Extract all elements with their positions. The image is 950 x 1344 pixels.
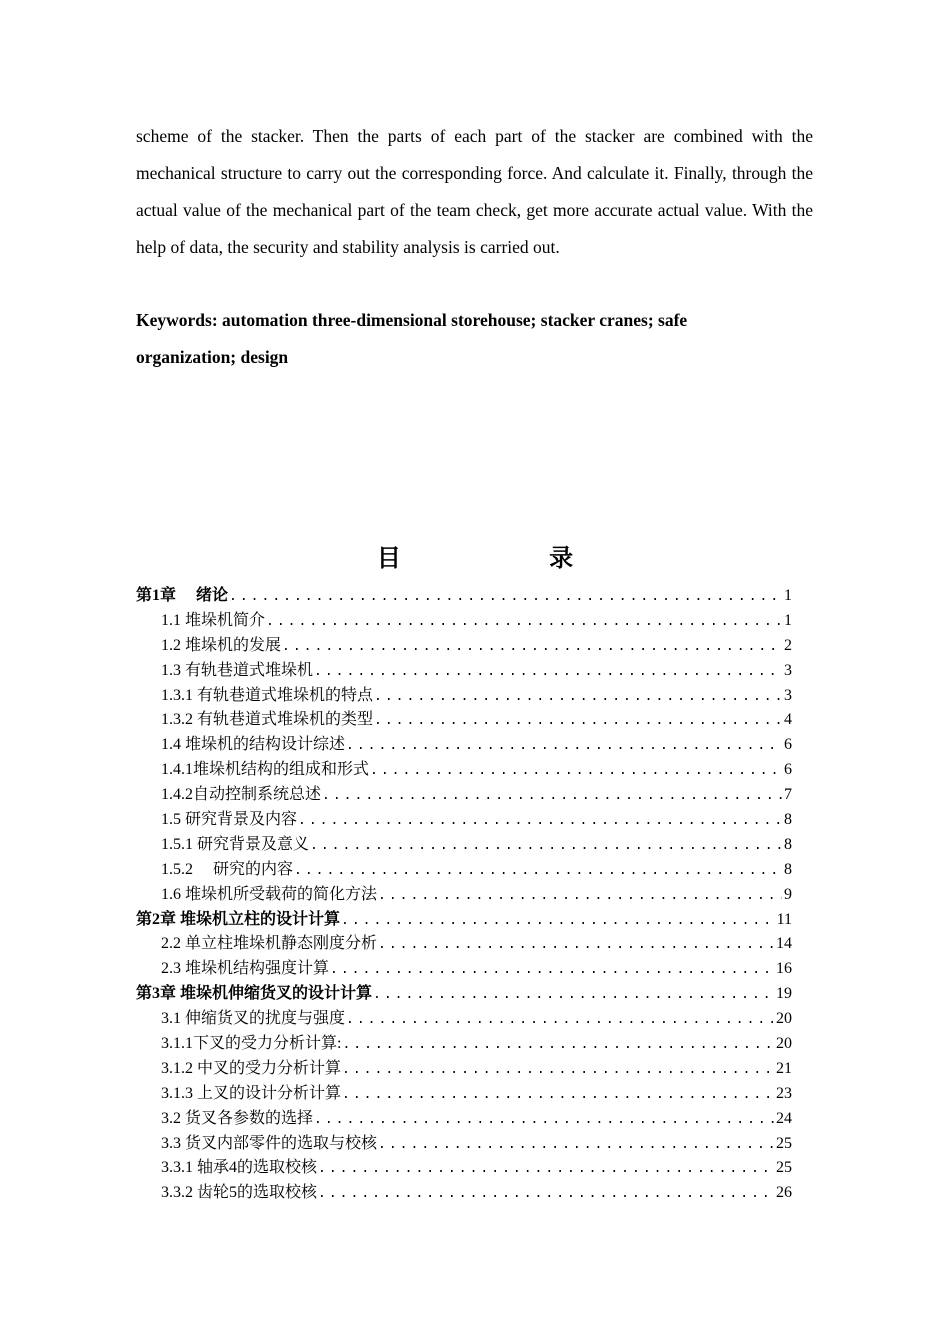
- toc-leader-dots: [374, 709, 782, 734]
- toc-page-number: 2: [784, 636, 792, 654]
- toc-entry-label: 1.3.2 有轨巷道式堆垛机的类型: [161, 711, 374, 729]
- toc-chapter-entry[interactable]: [136, 982, 792, 1007]
- toc-entry-label: 2.2 单立柱堆垛机静态刚度分析: [161, 935, 378, 953]
- toc-section-entry[interactable]: [136, 1181, 792, 1206]
- toc-entry-label: 3.1.1下叉的受力分析计算:: [161, 1035, 342, 1053]
- toc-leader-dots: [342, 1058, 774, 1083]
- toc-entry-label: 1.5 研究背景及内容: [161, 811, 298, 829]
- abstract-line: actual value. With the help of data, the security and stability analysis is carried out.: [136, 200, 814, 257]
- toc-entry-label: 3.1.3 上叉的设计分析计算: [161, 1084, 342, 1102]
- toc-entry-label: 1.4 堆垛机的结构设计综述: [161, 736, 346, 754]
- toc-section-entry[interactable]: [136, 783, 792, 808]
- toc-page-number: 26: [776, 1184, 792, 1202]
- toc-entry-label: 3.3 货叉内部零件的选取与校核: [161, 1134, 378, 1152]
- toc-page-number: 8: [784, 835, 792, 853]
- keywords-paragraph: [136, 302, 813, 376]
- toc-leader-dots: [282, 635, 782, 660]
- toc-entry-label: 3.2 货叉各参数的选择: [161, 1109, 314, 1127]
- toc-leader-dots: [374, 685, 782, 710]
- toc-leader-dots: [342, 1083, 774, 1108]
- toc-leader-dots: [314, 1108, 774, 1133]
- toc-page-number: 1: [784, 611, 792, 629]
- toc-entry-label: 第3章 堆垛机伸缩货叉的设计计算: [136, 985, 373, 1003]
- toc-title: 目 录: [376, 544, 644, 572]
- toc-entry-label: 3.1.2 中叉的受力分析计算: [161, 1059, 342, 1077]
- toc-leader-dots: [378, 884, 782, 909]
- toc-section-entry[interactable]: [136, 1082, 792, 1107]
- toc-page-number: 11: [776, 910, 792, 928]
- toc-section-entry[interactable]: [136, 808, 792, 833]
- toc-leader-dots: [378, 1133, 774, 1158]
- toc-page-number: 24: [776, 1109, 792, 1127]
- toc-entry-label: 3.3.1 轴承4的选取校核: [161, 1159, 318, 1177]
- toc-leader-dots: [318, 1182, 774, 1207]
- toc-section-entry[interactable]: [136, 684, 792, 709]
- toc-leader-dots: [266, 610, 782, 635]
- keywords-line: organization; design: [136, 347, 289, 367]
- toc-page-number: 4: [784, 711, 792, 729]
- toc-page-number: 21: [776, 1059, 792, 1077]
- toc-entry-label: 3.1 伸缩货叉的扰度与强度: [161, 1010, 346, 1028]
- toc-page-number: 6: [784, 736, 792, 754]
- table-of-contents: [136, 584, 792, 1206]
- toc-section-entry[interactable]: [136, 733, 792, 758]
- toc-leader-dots: [370, 759, 782, 784]
- abstract-paragraph: [136, 118, 813, 266]
- toc-section-entry[interactable]: [136, 1132, 792, 1157]
- toc-entry-label: 2.3 堆垛机结构强度计算: [161, 960, 330, 978]
- toc-section-entry[interactable]: [136, 883, 792, 908]
- keywords-line: Keywords: automation three-dimensional storehouse; stacker cranes; safe: [136, 310, 688, 330]
- toc-leader-dots: [378, 933, 774, 958]
- toc-page-number: 20: [776, 1035, 792, 1053]
- toc-page-number: 8: [784, 811, 792, 829]
- toc-entry-label: 1.1 堆垛机简介: [161, 611, 266, 629]
- toc-page-number: 19: [776, 985, 792, 1003]
- toc-leader-dots: [310, 834, 782, 859]
- toc-entry-label: 3.3.2 齿轮5的选取校核: [161, 1184, 318, 1202]
- toc-leader-dots: [314, 660, 782, 685]
- toc-section-entry[interactable]: [136, 833, 792, 858]
- toc-entry-label: 1.4.2自动控制系统总述: [161, 786, 322, 804]
- toc-section-entry[interactable]: [136, 932, 792, 957]
- toc-entry-label: 1.5.2 研究的内容: [161, 860, 294, 878]
- toc-section-entry[interactable]: [136, 1007, 792, 1032]
- toc-page-number: 8: [784, 860, 792, 878]
- toc-section-entry[interactable]: [136, 708, 792, 733]
- toc-leader-dots: [294, 859, 782, 884]
- toc-leader-dots: [318, 1157, 774, 1182]
- toc-chapter-entry[interactable]: [136, 584, 792, 609]
- toc-entry-label: 1.6 堆垛机所受载荷的简化方法: [161, 885, 378, 903]
- toc-leader-dots: [298, 809, 782, 834]
- toc-leader-dots: [373, 983, 774, 1008]
- abstract-line: scheme of the stacker. Then the parts of each part of the stacker are combined with the: [136, 126, 813, 146]
- toc-chapter-entry[interactable]: [136, 908, 792, 933]
- toc-leader-dots: [346, 734, 782, 759]
- toc-page-number: 23: [776, 1084, 792, 1102]
- toc-page-number: 7: [784, 786, 792, 804]
- toc-leader-dots: [341, 909, 775, 934]
- toc-page-number: 1: [784, 587, 792, 604]
- toc-section-entry[interactable]: [136, 1032, 792, 1057]
- toc-leader-dots: [322, 784, 782, 809]
- toc-section-entry[interactable]: [136, 609, 792, 634]
- toc-section-entry[interactable]: [136, 758, 792, 783]
- toc-page-number: 25: [776, 1159, 792, 1177]
- toc-section-entry[interactable]: [136, 858, 792, 883]
- abstract-line: mechanical structure to carry out the corresponding force. And calculate it. Finally,: [136, 163, 727, 183]
- toc-section-entry[interactable]: [136, 1156, 792, 1181]
- toc-page-number: 6: [784, 761, 792, 779]
- toc-entry-label: 第1章 绪论: [136, 587, 229, 604]
- toc-page-number: 20: [776, 1010, 792, 1028]
- toc-section-entry[interactable]: [136, 1107, 792, 1132]
- toc-leader-dots: [346, 1008, 774, 1033]
- toc-entry-label: 1.3.1 有轨巷道式堆垛机的特点: [161, 686, 374, 704]
- toc-entry-label: 1.3 有轨巷道式堆垛机: [161, 661, 314, 679]
- toc-entry-label: 第2章 堆垛机立柱的设计计算: [136, 910, 341, 928]
- toc-page-number: 3: [784, 661, 792, 679]
- toc-entry-label: 1.4.1堆垛机结构的组成和形式: [161, 761, 370, 779]
- abstract-line: through the actual value of the mechanical part of the team check, get more accurate: [136, 163, 814, 220]
- toc-entry-label: 1.5.1 研究背景及意义: [161, 835, 310, 853]
- toc-page-number: 3: [784, 686, 792, 704]
- toc-section-entry[interactable]: [136, 659, 792, 684]
- toc-page-number: 25: [776, 1134, 792, 1152]
- toc-leader-dots: [229, 585, 782, 610]
- toc-leader-dots: [330, 958, 774, 983]
- toc-page-number: 9: [784, 885, 792, 903]
- toc-entry-label: 1.2 堆垛机的发展: [161, 636, 282, 654]
- toc-leader-dots: [342, 1033, 774, 1058]
- toc-section-entry[interactable]: [136, 1057, 792, 1082]
- toc-section-entry[interactable]: [136, 957, 792, 982]
- toc-page-number: 14: [776, 935, 792, 953]
- toc-section-entry[interactable]: [136, 634, 792, 659]
- toc-page-number: 16: [776, 960, 792, 978]
